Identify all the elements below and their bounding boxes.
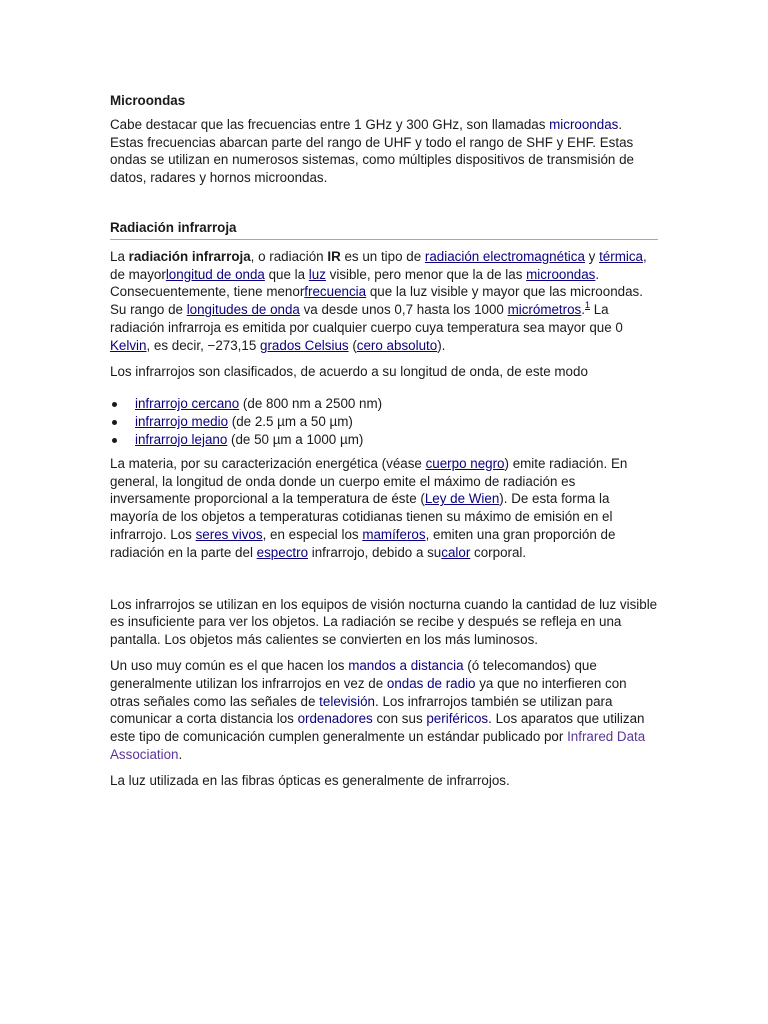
paragraph-classification: Los infrarrojos son clasificados, de acuerdo a su longitud de onda, de este modo [110,363,588,379]
bullet-icon [112,438,117,443]
link-microondas[interactable]: microondas [549,116,619,132]
text-run: y [584,248,600,264]
list-item [110,413,658,431]
list-item [110,431,658,449]
link-kelvin[interactable]: Kelvin [110,337,147,353]
link-infrarrojo-cercano[interactable]: infrarrojo cercano [135,396,240,412]
bold-term: radiación infrarroja [128,248,251,264]
link-ondas-de-radio[interactable]: ondas de radio [386,675,476,691]
text-run: . [178,746,183,762]
text-run: ). De esta forma la mayoría de los objetos a temperaturas cotidianas tienen su máximo de emisión en el infrarrojo. Los [110,491,613,542]
text-run: visible, pero menor que la de las [325,266,527,282]
list-item-range: (de 2.5 µm a 50 µm) [228,414,353,430]
text-run: que la [264,266,309,282]
paragraph-microondas [110,116,658,187]
text-run: La [110,248,129,264]
link-longitud-de-onda[interactable]: longitud de onda [165,266,265,282]
section-title-infrarroja: Radiación infrarroja [110,219,658,240]
document-page [110,88,658,790]
link-infrarrojo-medio[interactable]: infrarrojo medio [135,414,229,430]
text-run: . Los aparatos que utilizan este tipo de comunicación cumplen generalmente un estándar publicado por [110,711,645,745]
text-run: , o radiación [250,248,328,264]
link-infrarrojo-lejano[interactable]: infrarrojo lejano [135,431,228,447]
list-item [110,395,658,413]
link-espectro[interactable]: espectro [256,544,309,560]
link-calor[interactable]: calor [441,544,471,560]
paragraph-materia [110,455,658,562]
text-run: , de mayor [110,248,647,282]
paragraph-vision-nocturna: Los infrarrojos se utilizan en los equipos de visión nocturna cuando la cantidad de luz visible es insuficiente para ver los objetos. La radiación se recibe y después se refleja en una pantalla. Los objetos más calientes se convierten en los más luminosos. [110,596,658,648]
text-run: ( [348,337,357,353]
link-periféricos[interactable]: periféricos [426,711,489,727]
text-run: La materia, por su caracterización energética (véase [110,455,426,471]
link-mandos-a-distancia[interactable]: mandos a distancia [348,657,464,673]
link-luz[interactable]: luz [308,266,326,282]
text-run: es un tipo de [340,248,425,264]
text-run: , en especial los [262,526,363,542]
text-run: ). [437,337,446,353]
bullet-icon [112,420,117,425]
text-run: ) emite radiación. En general, la longitud de onda donde un cuerpo emite el máximo de radiación es inversamente proporcional a la temperatura de éste ( [110,455,628,507]
text-run: . Los infrarrojos también se utilizan para comunicar a corta distancia los [110,693,613,727]
paragraph-fibras: La luz utilizada en las fibras ópticas es generalmente de infrarrojos. [110,772,510,788]
link-infrared-data-association[interactable]: Infrared Data Association [110,729,646,762]
list-item-range: (de 50 µm a 1000 µm) [227,431,364,447]
text-run: . [581,302,585,318]
text-run: (ó telecomandos) que generalmente utilizan los infrarrojos en vez de [110,657,597,691]
link-térmica[interactable]: térmica [599,248,643,264]
link-cuerpo-negro[interactable]: cuerpo negro [425,455,505,471]
text-run: , emiten una gran proporción de radiación en la parte del [110,526,616,560]
bold-term: IR [327,248,341,264]
footnote-ref-link[interactable]: 1 [584,300,590,311]
link-longitudes-de-onda[interactable]: longitudes de onda [186,302,300,318]
link-seres-vivos[interactable]: seres vivos [195,526,263,542]
text-run: infrarrojo, debido a su [308,544,442,560]
link-radiación-electromagnética[interactable]: radiación electromagnética [424,248,585,264]
text-run: La radiación infrarroja es emitida por cualquier cuerpo cuya temperatura sea mayor que 0 [110,302,623,335]
text-run: . Estas frecuencias abarcan parte del rango de UHF y todo el rango de SHF y EHF. Estas ondas se utilizan en numerosos sistemas, como múltiples dispositivos de transmisión de datos, radares y hornos microondas. [110,116,634,186]
link-ley-de-wien[interactable]: Ley de Wien [424,491,500,507]
text-run: Cabe destacar que las frecuencias entre 1 GHz y 300 GHz, son llamadas [110,116,550,132]
list-item-range: (de 800 nm a 2500 nm) [239,396,383,412]
link-frecuencia[interactable]: frecuencia [304,284,367,300]
text-run: . Consecuentemente, tiene menor [110,266,600,300]
section-title-microondas: Microondas [110,93,186,108]
text-run: Un uso muy común es el que hacen los [110,657,349,673]
link-grados-celsius[interactable]: grados Celsius [260,337,349,353]
bullet-icon [112,402,117,407]
paragraph-intro-ir [110,248,658,355]
text-run: ya que no interfieren con otras señales como las señales de [110,675,627,709]
link-microondas[interactable]: microondas [526,266,596,282]
text-run: corporal. [470,544,527,560]
text-run: va desde unos 0,7 hasta los 1000 [299,302,508,318]
ir-type-list [110,395,658,448]
paragraph-mandos [110,657,658,764]
text-run: que la luz visible y mayor que las microondas. Su rango de [110,284,643,318]
link-cero-absoluto[interactable]: cero absoluto [356,337,438,353]
text-run: con sus [372,711,427,727]
link-ordenadores[interactable]: ordenadores [297,711,373,727]
link-mamíferos[interactable]: mamíferos [362,526,426,542]
link-televisión[interactable]: televisión [319,693,375,709]
link-micrómetros[interactable]: micrómetros [507,302,582,318]
text-run: , es decir, −273,15 [146,337,261,353]
